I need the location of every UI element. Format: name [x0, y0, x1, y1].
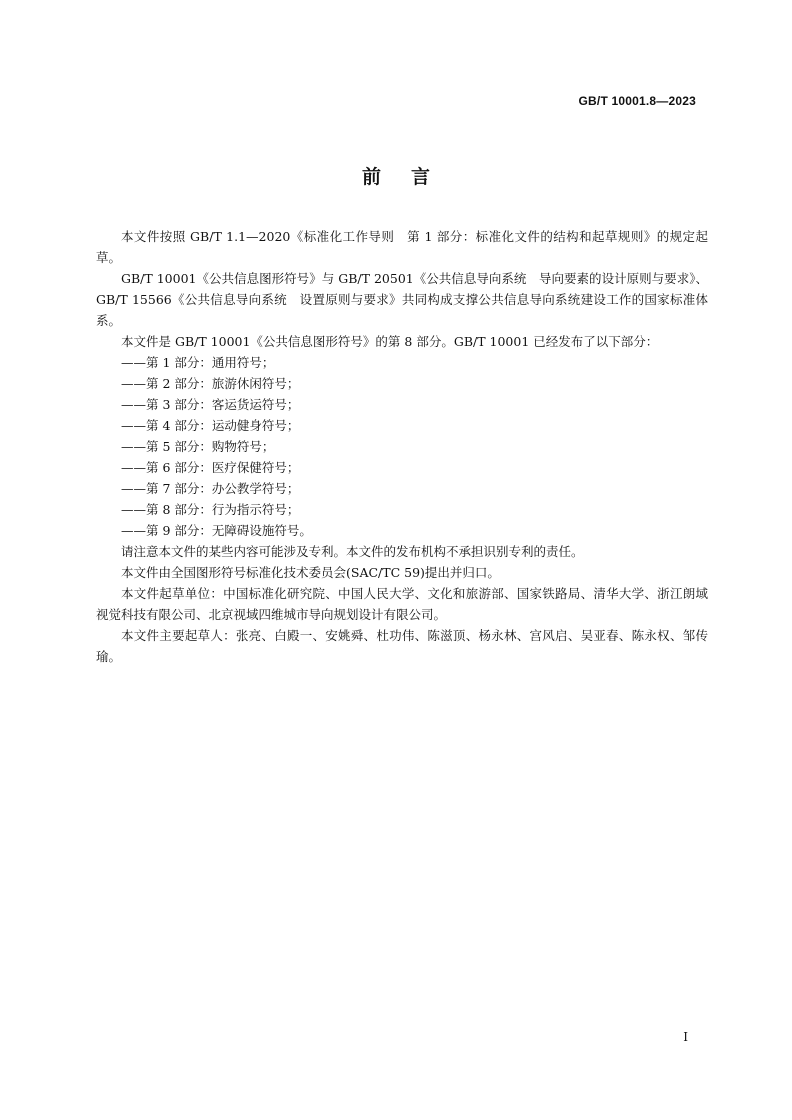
paragraph-drafting-rules: 本文件按照 GB/T 1.1—2020《标准化工作导则 第 1 部分：标准化文件的结构和起草规则》的规定起草。 [96, 229, 708, 265]
list-item: ——第 9 部分：无障碍设施符号。 [121, 523, 312, 538]
paragraph-patent-notice: 请注意本文件的某些内容可能涉及专利。本文件的发布机构不承担识别专利的责任。 [121, 544, 584, 559]
page-title-char-1: 前 [361, 166, 381, 188]
paragraph-part-intro: 本文件是 GB/T 10001《公共信息图形符号》的第 8 部分。GB/T 10001 已经发布了以下部分： [121, 334, 659, 349]
paragraph-proposer: 本文件由全国图形符号标准化技术委员会(SAC/TC 59)提出并归口。 [121, 565, 500, 580]
list-item: ——第 3 部分：客运货运符号； [121, 397, 300, 412]
list-item: ——第 1 部分：通用符号； [121, 355, 275, 370]
page-title-char-2: 言 [411, 166, 431, 188]
page-title [0, 162, 792, 189]
paragraph-drafters: 本文件主要起草人：张亮、白殿一、安姚舜、杜功伟、陈滋顶、杨永林、宫风启、吴亚春、陈永权、邹传瑜。 [96, 628, 708, 664]
list-item: ——第 2 部分：旅游休闲符号； [121, 376, 300, 391]
page-number: I [683, 1030, 688, 1044]
list-item: ——第 7 部分：办公教学符号； [121, 481, 300, 496]
document-code: GB/T 10001.8—2023 [578, 94, 696, 108]
paragraph-drafting-units: 本文件起草单位：中国标准化研究院、中国人民大学、文化和旅游部、国家铁路局、清华大学、浙江朗域视觉科技有限公司、北京视域四维城市导向规划设计有限公司。 [96, 586, 708, 622]
paragraph-standard-system: GB/T 10001《公共信息图形符号》与 GB/T 20501《公共信息导向系统 导向要素的设计原则与要求》、GB/T 15566《公共信息导向系统 设置原则与要求》共同构成支撑公共信息导向系统建设工作的国家标准体系。 [96, 271, 708, 328]
list-item: ——第 6 部分：医疗保健符号； [121, 460, 300, 475]
list-item: ——第 4 部分：运动健身符号； [121, 418, 300, 433]
list-item: ——第 5 部分：购物符号； [121, 439, 275, 454]
parts-list [96, 352, 708, 541]
foreword-body [96, 226, 708, 667]
list-item: ——第 8 部分：行为指示符号； [121, 502, 300, 517]
